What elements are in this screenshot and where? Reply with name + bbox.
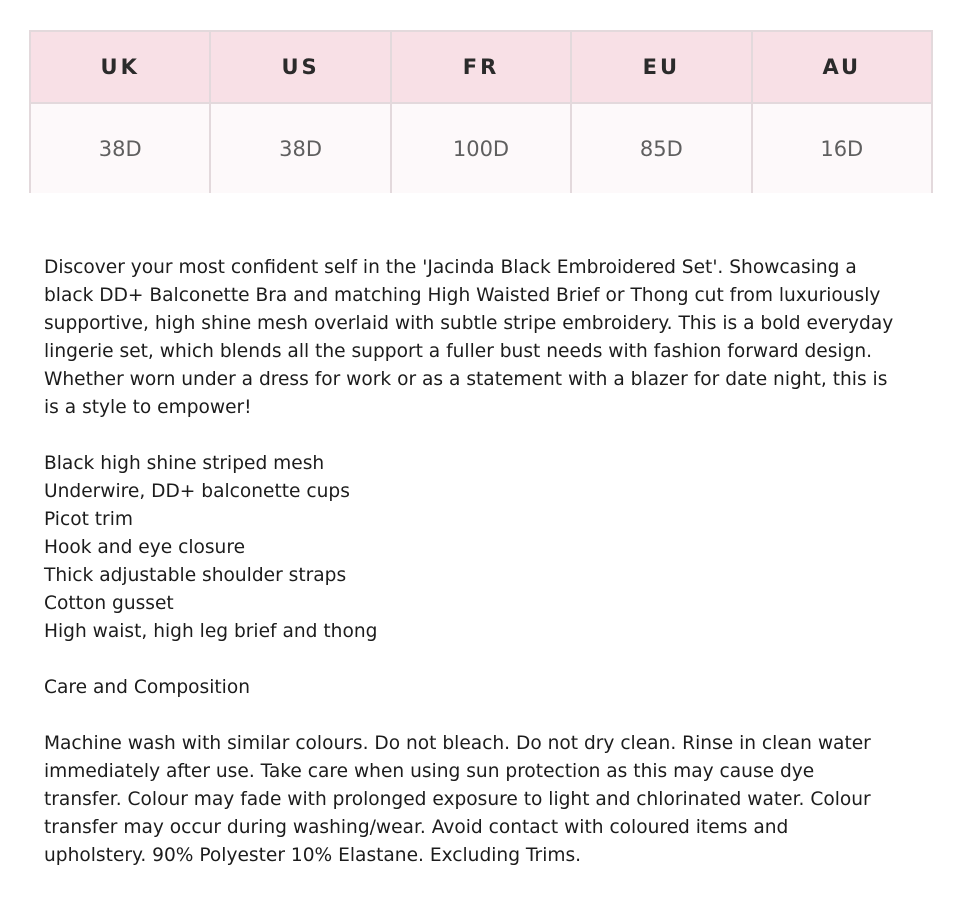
care-heading: Care and Composition bbox=[44, 677, 250, 698]
size-table-header-row bbox=[30, 31, 932, 103]
size-value-eu: 85D bbox=[571, 103, 751, 193]
product-description: Discover your most confident self in the 'Jacinda Black Embroidered Set'. Showcasing a black DD+ Balconette Bra and matching High Waisted Brief or Thong cut from luxuriously supportive, high shine mesh overlaid with subtle stripe embroidery. This is a bold everyday lingerie set, which blends all the support a fuller bust needs with fashion forward design. Whether worn under a dress for work or as a statement with a blazer for date night, this is is a style to empower! bbox=[44, 257, 894, 418]
size-header-uk: UK bbox=[30, 31, 210, 103]
feature-item: Underwire, DD+ balconette cups bbox=[44, 481, 350, 502]
size-value-uk: 38D bbox=[30, 103, 210, 193]
size-conversion-table bbox=[29, 30, 933, 193]
size-header-au: AU bbox=[752, 31, 932, 103]
size-value-au: 16D bbox=[752, 103, 932, 193]
care-composition-text: Machine wash with similar colours. Do not bleach. Do not dry clean. Rinse in clean water immediately after use. Take care when using sun protection as this may cause dye transfer. Colour may fade with prolonged exposure to light and chlorinated water. Colour transfer may occur during washing/wear. Avoid contact with coloured items and upholstery. 90% Polyester 10% Elastane. Excluding Trims. bbox=[44, 733, 871, 866]
feature-item: High waist, high leg brief and thong bbox=[44, 621, 378, 642]
size-header-fr: FR bbox=[391, 31, 571, 103]
feature-item: Cotton gusset bbox=[44, 593, 174, 614]
feature-list bbox=[44, 450, 894, 646]
feature-item: Black high shine striped mesh bbox=[44, 453, 325, 474]
feature-item: Thick adjustable shoulder straps bbox=[44, 565, 347, 586]
feature-item: Picot trim bbox=[44, 509, 133, 530]
size-value-fr: 100D bbox=[391, 103, 571, 193]
size-header-us: US bbox=[210, 31, 390, 103]
size-header-eu: EU bbox=[571, 31, 751, 103]
size-value-us: 38D bbox=[210, 103, 390, 193]
size-table-row bbox=[30, 103, 932, 193]
feature-item: Hook and eye closure bbox=[44, 537, 246, 558]
